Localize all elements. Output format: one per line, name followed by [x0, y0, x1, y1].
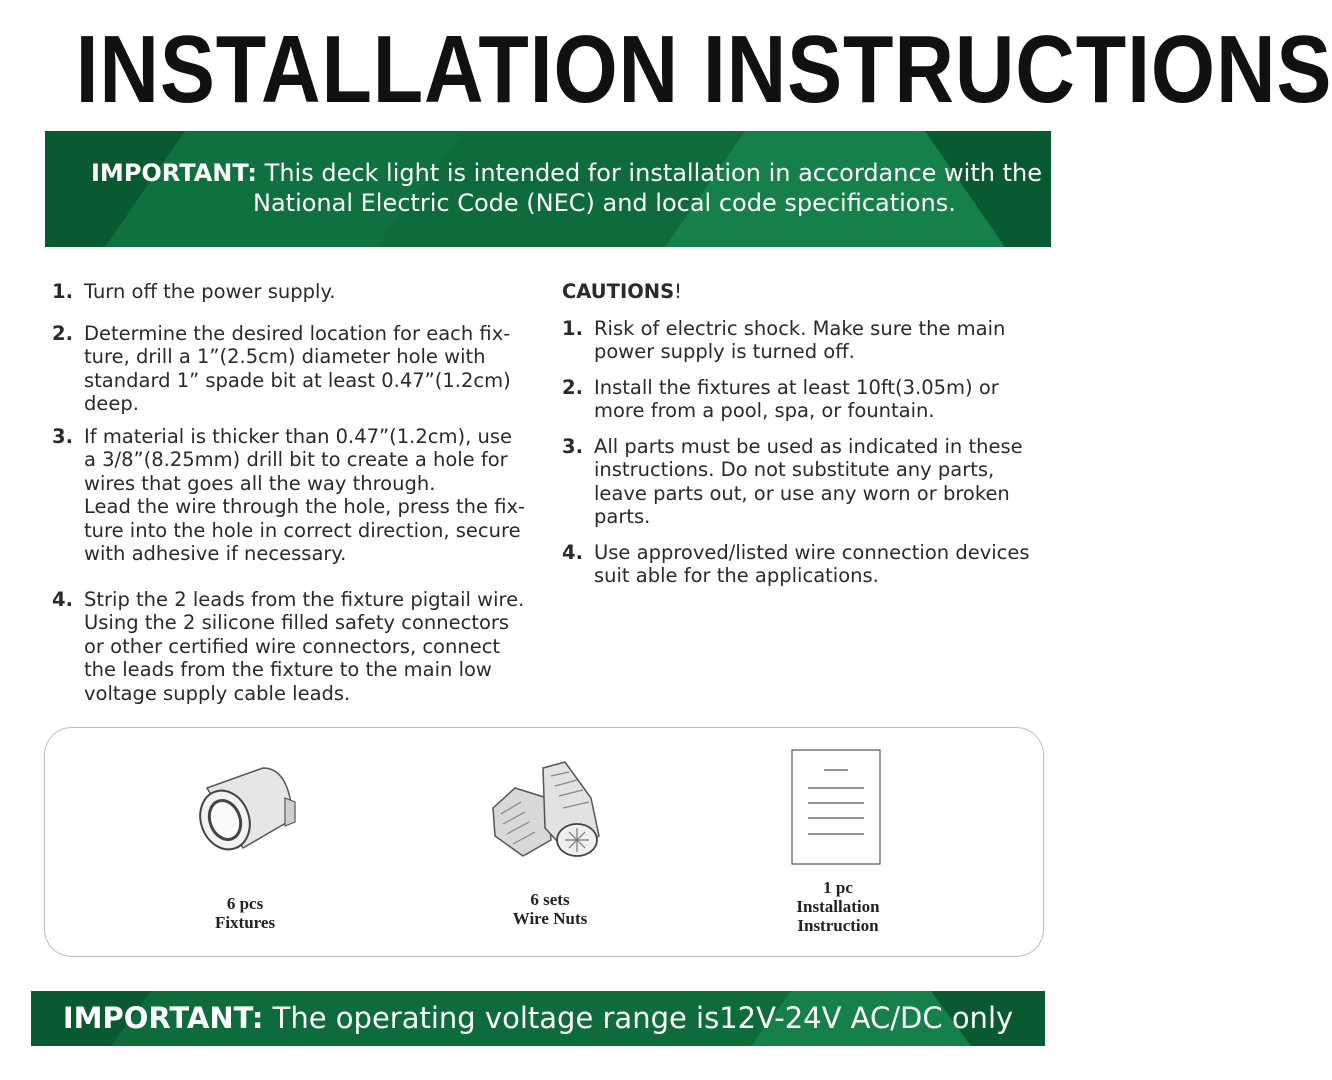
wire-nuts-item	[485, 758, 615, 928]
step-item	[52, 280, 552, 304]
caution-text: Use approved/listed wire connection devices suit able for the applications.	[594, 540, 1030, 587]
step-number: 2.	[52, 321, 73, 345]
step-item	[52, 588, 552, 706]
voltage-text: The operating voltage range is12V-24V AC/DC only	[263, 1001, 1014, 1035]
instruction-sheet-item	[778, 748, 898, 935]
instruction-qty: 1 pc	[823, 878, 853, 897]
package-contents-panel	[44, 727, 1044, 957]
caution-text: All parts must be used as indicated in these instructions. Do not substitute any parts, leave parts out, or use any worn or broken parts.	[594, 434, 1023, 528]
installation-steps	[52, 280, 552, 705]
step-text: Turn off the power supply.	[84, 280, 336, 303]
caution-item	[562, 317, 1062, 364]
step-text: Strip the 2 leads from the fixture pigtail wire. Using the 2 silicone filled safety connectors or other certified wire connectors, connect the leads from the fixture to the main low voltage supply cable leads.	[84, 587, 525, 705]
step-text: Determine the desired location for each fix- ture, drill a 1”(2.5cm) diameter hole with standard 1” spade bit at least 0.47”(1.2cm) deep.	[84, 321, 511, 415]
cautions-exclamation: !	[674, 280, 682, 303]
cautions-title-text: CAUTIONS	[562, 280, 675, 303]
wire-nut-icon	[485, 758, 615, 868]
step-item	[52, 322, 552, 416]
voltage-notice-banner	[31, 991, 1045, 1046]
caution-text: Install the fixtures at least 10ft(3.05m) or more from a pool, spa, or fountain.	[594, 375, 999, 422]
caution-number: 2.	[562, 375, 583, 399]
important-label: IMPORTANT:	[91, 159, 258, 187]
page-title: INSTALLATION INSTRUCTIONS	[75, 16, 1332, 123]
step-number: 3.	[52, 424, 73, 448]
instruction-label-line1: Installation	[796, 897, 880, 916]
cautions-section	[562, 280, 1062, 588]
important-notice-banner	[45, 131, 1051, 247]
wire-nuts-qty: 6 sets	[530, 890, 570, 909]
wire-nuts-label: Wire Nuts	[512, 909, 588, 928]
caution-item	[562, 376, 1062, 423]
important-text-line2: National Electric Code (NEC) and local code specifications.	[253, 189, 956, 217]
fixtures-label: Fixtures	[214, 913, 276, 932]
cautions-heading	[562, 280, 1062, 304]
step-text: If material is thicker than 0.47”(1.2cm), use a 3/8”(8.25mm) drill bit to create a hole for wires that goes all the way through. Lead the wire through the hole, press the fix- ture into the hole in correct direction, secure with adhesive if necessary.	[84, 424, 526, 565]
deck-light-fixture-icon	[185, 758, 305, 868]
caution-item	[562, 435, 1062, 529]
fixtures-qty: 6 pcs	[226, 894, 264, 913]
instruction-label-line2: Instruction	[797, 916, 879, 935]
step-number: 4.	[52, 587, 73, 611]
important-label: IMPORTANT:	[62, 1001, 264, 1035]
caution-number: 4.	[562, 540, 583, 564]
step-number: 1.	[52, 280, 73, 303]
important-text-line1: This deck light is intended for installation in accordance with the	[257, 159, 1042, 187]
caution-item	[562, 541, 1062, 588]
instruction-sheet-icon	[778, 748, 898, 866]
caution-text: Risk of electric shock. Make sure the main power supply is turned off.	[594, 316, 1006, 363]
caution-number: 1.	[562, 316, 583, 340]
caution-number: 3.	[562, 434, 583, 458]
fixtures-item	[185, 758, 305, 932]
step-item	[52, 425, 552, 566]
